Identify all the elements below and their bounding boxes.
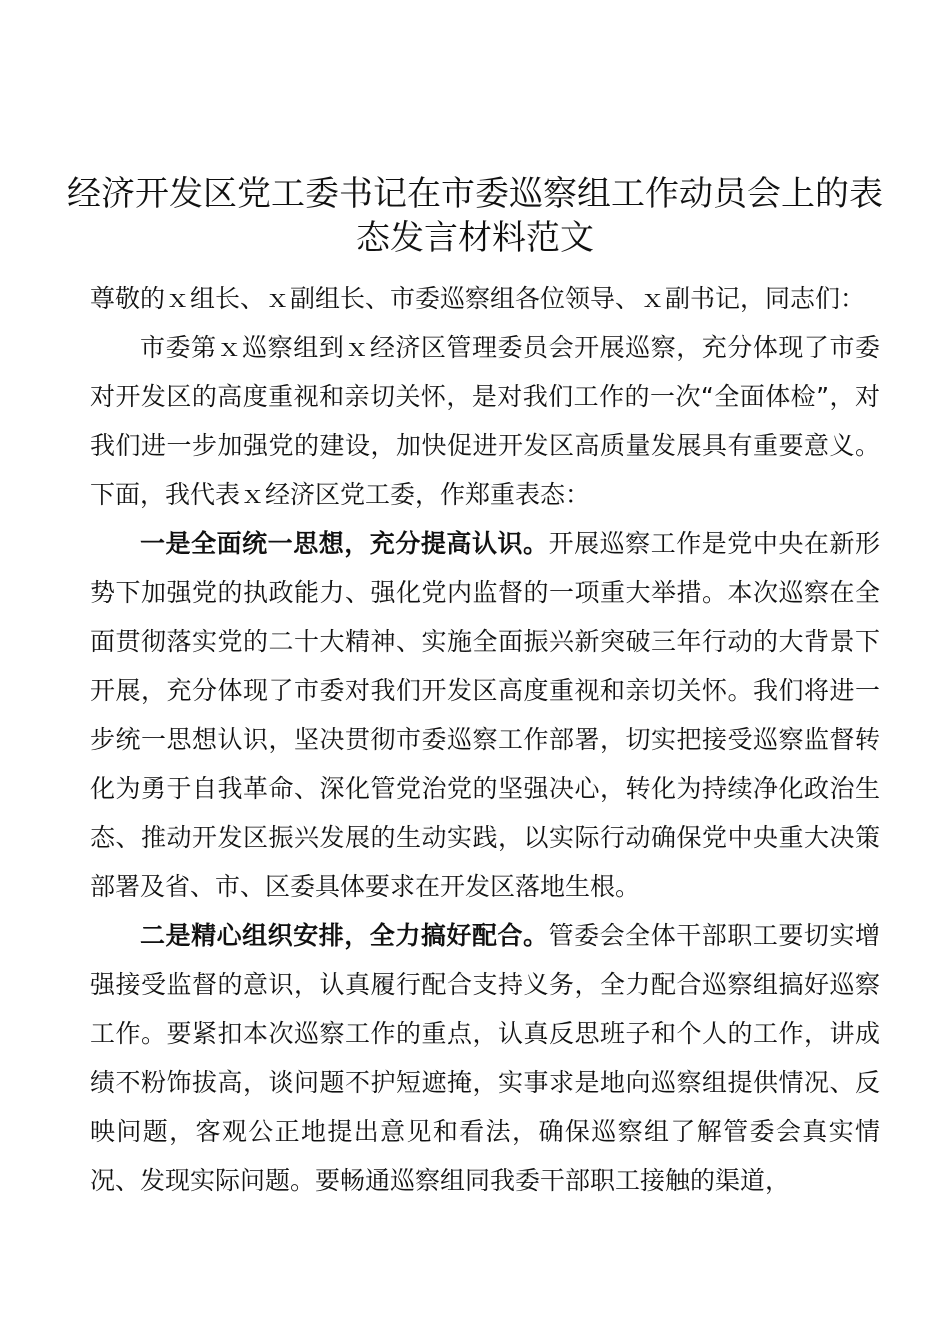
document-body — [90, 274, 880, 1205]
paragraph-point-one-heading: 一是全面统一思想，充分提高认识。 — [140, 529, 549, 558]
paragraph-point-two-text: 管委会全体干部职工要切实增强接受监督的意识，认真履行配合支持义务，全力配合巡察组搞好巡察工作。要紧扣本次巡察工作的重点，认真反思班子和个人的工作，讲成绩不粉饰拔高，谈问题不护短遮掩，实事求是地向巡察组提供情况、反映问题，客观公正地提出意见和看法，确保巡察组了解管委会真实情况、发现实际问题。要畅通巡察组同我委干部职工接触的渠道， — [90, 921, 880, 1195]
document-title: 经济开发区党工委书记在市委巡察组工作动员会上的表态发言材料范文 — [67, 174, 883, 258]
paragraph-point-two — [90, 911, 880, 1205]
salutation: 尊敬的ｘ组长、ｘ副组长、市委巡察组各位领导、ｘ副书记，同志们： — [90, 284, 866, 313]
paragraph-point-one-text: 开展巡察工作是党中央在新形势下加强党的执政能力、强化党内监督的一项重大举措。本次巡察在全面贯彻落实党的二十大精神、实施全面振兴新突破三年行动的大背景下开展，充分体现了市委对我们开发区高度重视和亲切关怀。我们将进一步统一思想认识，坚决贯彻市委巡察工作部署，切实把接受巡察监督转化为勇于自我革命、深化管党治党的坚强决心，转化为持续净化政治生态、推动开发区振兴发展的生动实践，以实际行动确保党中央重大决策部署及省、市、区委具体要求在开发区落地生根。 — [90, 529, 880, 901]
paragraph-intro-text: 市委第ｘ巡察组到ｘ经济区管理委员会开展巡察，充分体现了市委对开发区的高度重视和亲切关怀，是对我们工作的一次“全面体检”，对我们进一步加强党的建设，加快促进开发区高质量发展具有重要意义。下面，我代表ｘ经济区党工委，作郑重表态： — [90, 333, 880, 509]
paragraph-point-two-heading: 二是精心组织安排，全力搞好配合。 — [140, 921, 549, 950]
paragraph-point-one — [90, 519, 880, 911]
paragraph-intro — [90, 323, 880, 519]
